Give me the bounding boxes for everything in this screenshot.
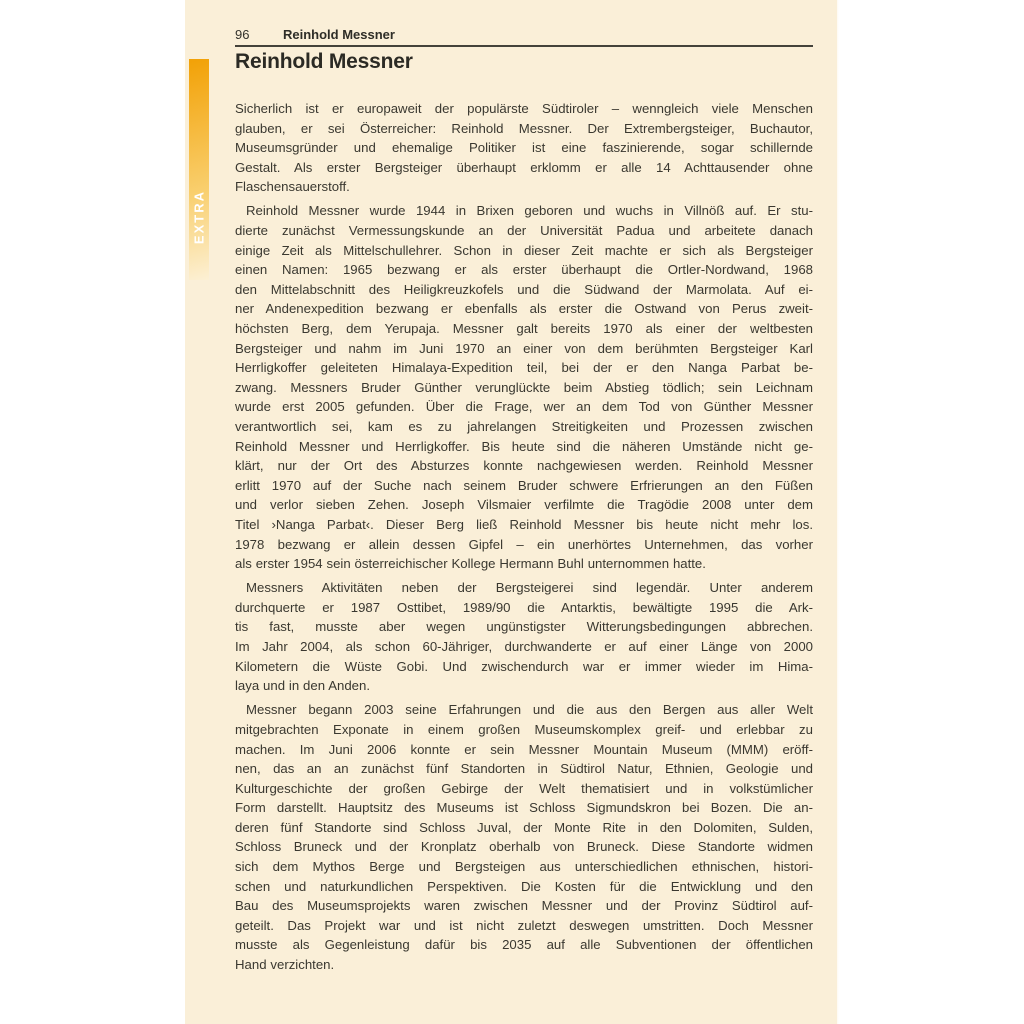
text-line: Kulturgeschichte der großen Gebirge der Welt thematisiert und in volkstümlicher [235, 780, 813, 796]
text-line: zwang. Messners Bruder Günther verunglückte beim Abstieg tödlich; sein Leichnam [235, 379, 813, 395]
text-line: Titel ›Nanga Parbat‹. Dieser Berg ließ Reinhold Messner bis heute nicht mehr los. [235, 516, 813, 532]
text-line: den Mittelabschnitt des Heiligkreuzkofels und die Südwand der Marmolata. Auf ei- [235, 281, 813, 297]
text-line: durchquerte er 1987 Osttibet, 1989/90 die Antarktis, bewältigte 1995 die Ark- [235, 599, 813, 615]
text-line: und verlor sieben Zehen. Joseph Vilsmaier verfilmte die Tragödie 2008 unter dem [235, 497, 813, 513]
text-line: Schloss Bruneck und der Kronplatz oberhalb von Bruneck. Diese Standorte widmen [235, 839, 813, 855]
running-header-title: Reinhold Messner [283, 27, 395, 42]
text-line: laya und in den Anden. [235, 678, 370, 694]
extra-tab-label: EXTRA [191, 189, 207, 244]
header-rule [235, 45, 813, 47]
extra-section-tab [189, 59, 209, 280]
text-line: Museumsgründer und ehemalige Politiker ist eine faszinierende, sogar schillernde [235, 140, 813, 156]
page-title: Reinhold Messner [235, 50, 413, 73]
text-line: dierte zunächst Vermessungskunde an der Universität Padua und arbeitete danach [235, 223, 813, 239]
text-line: nen, das an an zunächst fünf Standorten in Südtirol Natur, Ethnien, Geologie und [235, 761, 813, 777]
text-line: machen. Im Juni 2006 konnte er sein Messner Mountain Museum (MMM) eröff- [235, 741, 813, 757]
text-line: einige Zeit als Mittelschullehrer. Schon in dieser Zeit machte er sich als Bergsteiger [235, 242, 813, 258]
text-line: Hand verzichten. [235, 957, 335, 973]
article-body [235, 99, 813, 975]
text-line: erlitt 1970 auf der Suche nach seinem Bruder schwere Erfrierungen an den Füßen [235, 477, 813, 493]
text-line: Reinhold Messner und Herrligkoffer. Bis heute sind die näheren Umstände nicht ge- [235, 438, 813, 454]
text-line: Bergsteiger und nahm im Juni 1970 an einer von dem berühmten Bergsteiger Karl [235, 340, 813, 356]
running-header [235, 27, 813, 42]
text-line: tis fast, musste aber wegen ungünstigster Witterungsbedingungen abbrechen. [235, 619, 813, 635]
text-line: verantwortlich sei, kam es zu jahrelangen Streitigkeiten und Prozessen zwischen [235, 419, 813, 434]
text-line: Messner begann 2003 seine Erfahrungen und die aus den Bergen aus aller Welt [246, 702, 813, 718]
text-line: glauben, er sei Österreicher: Reinhold Messner. Der Extrembergsteiger, Buchautor, [235, 120, 813, 136]
page-number: 96 [235, 27, 250, 42]
text-line: Bau des Museumsprojekts waren zwischen Messner und der Provinz Südtirol auf- [235, 898, 813, 914]
text-line: ner Andenexpedition bezwang er ebenfalls als erster die Ostwand von Perus zweit- [235, 301, 813, 317]
text-line: Form darstellt. Hauptsitz des Museums ist Schloss Sigmundskron bei Bozen. Die an- [235, 800, 813, 816]
paragraph [235, 201, 813, 573]
text-line: Sicherlich ist er europaweit der populärste Südtiroler – wenngleich viele Menschen [235, 101, 813, 116]
text-line: Gestalt. Als erster Bergsteiger überhaupt erklomm er alle 14 Achttausender ohne [235, 159, 813, 175]
text-line: wurde erst 2005 gefunden. Über die Frage, wer an dem Tod von Günther Messner [235, 399, 813, 415]
text-line: klärt, nur der Ort des Absturzes konnte nachgewiesen werden. Reinhold Messner [235, 458, 813, 474]
text-line: höchsten Berg, dem Yerupaja. Messner galt bereits 1970 als einer der weltbesten [235, 321, 813, 337]
text-line: deren fünf Standorte sind Schloss Juval, der Monte Rite in den Dolomiten, Sulden, [235, 819, 813, 835]
text-line: geteilt. Das Projekt war und ist nicht zuletzt deswegen umstritten. Doch Messner [235, 917, 813, 933]
text-line: Im Jahr 2004, als schon 60-Jähriger, durchwanderte er auf einer Länge von 2000 [235, 639, 813, 655]
text-line: 1978 bezwang er allein dessen Gipfel – ein unerhörtes Unternehmen, das vorher [235, 536, 813, 552]
text-line: musste als Gegenleistung dafür bis 2035 auf alle Subventionen der öffentlichen [235, 937, 813, 953]
text-line: Kilometern die Wüste Gobi. Und zwischendurch war er immer wieder im Hima- [235, 658, 813, 674]
text-line: als erster 1954 sein österreichischer Kollege Hermann Buhl unternommen hatte. [235, 556, 706, 572]
text-line: einen Namen: 1965 bezwang er als erster überhaupt die Ortler-Nordwand, 1968 [235, 262, 813, 278]
text-line: Messners Aktivitäten neben der Bergsteigerei sind legendär. Unter anderem [246, 580, 813, 596]
paragraph [235, 99, 813, 197]
text-line: sich dem Mythos Berge und Bergsteigen aus unterschiedlichen ethnischen, histori- [235, 859, 813, 875]
text-line: Flaschensauerstoff. [235, 179, 350, 195]
text-line: Herrligkoffer geleiteten Himalaya-Expedition teil, bei der er den Nanga Parbat be- [235, 360, 813, 376]
text-line: mitgebrachten Exponate in einem großen Museumskomplex greif- und erlebbar zu [235, 721, 813, 737]
paragraph [235, 700, 813, 974]
text-line: Reinhold Messner wurde 1944 in Brixen geboren und wuchs in Villnöß auf. Er stu- [246, 203, 813, 219]
paragraph [235, 578, 813, 696]
text-line: schen und naturkundlichen Perspektiven. Die Kosten für die Entwicklung und den [235, 878, 813, 894]
book-page [185, 0, 837, 1024]
